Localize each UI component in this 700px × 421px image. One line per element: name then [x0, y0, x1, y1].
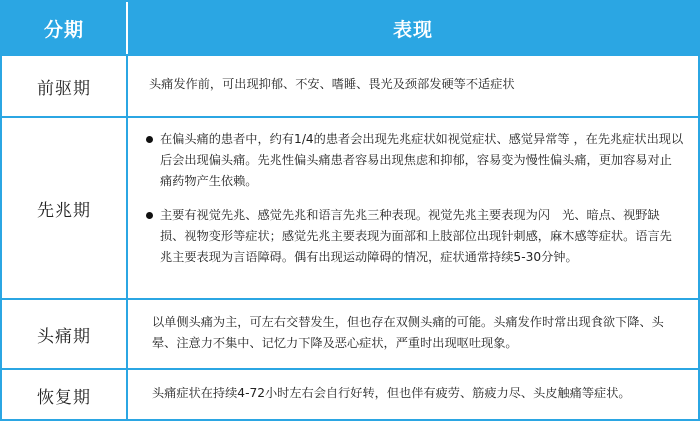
table-row-prodrome — [2, 54, 698, 116]
table-row-aura — [2, 116, 698, 298]
list-item — [146, 129, 684, 192]
phase-label: 恢复期 — [37, 388, 91, 408]
header-phase: 分期 — [43, 18, 84, 41]
list-item — [146, 205, 684, 268]
aura-bullet-list — [128, 118, 698, 268]
bullet-text: 主要有视觉先兆、感觉先兆和语言先兆三种表现。视觉先兆主要表现为闪 光、暗点、视野缺损、视物变形等症状；感觉先兆主要表现为面部和上肢部位出现针刺感，麻木感等症状。语言先兆主要表现为言语障碍。偶有出现运动障碍的情况，症状通常持续5-30分钟。 — [160, 208, 672, 264]
bullet-icon — [146, 212, 153, 219]
table-row-headache — [2, 298, 698, 368]
phase-description: 头痛症状在持续4-72小时左右会自行好转，但也伴有疲劳、筋疲力尽、头皮触痛等症状。 — [152, 386, 631, 400]
bullet-icon — [146, 136, 153, 143]
phase-description — [128, 118, 698, 298]
table-header — [2, 2, 698, 54]
phase-label: 前驱期 — [37, 78, 91, 99]
phase-description: 以单侧头痛为主，可左右交替发生，但也存在双侧头痛的可能。头痛发作时常出现食欲下降、头晕、注意力不集中、记忆力下降及恶心症状，严重时出现呕吐现象。 — [152, 315, 664, 350]
table-row-recovery — [2, 368, 698, 421]
phase-description: 头痛发作前，可出现抑郁、不安、嗜睡、畏光及颈部发硬等不适症状 — [149, 77, 515, 91]
header-description: 表现 — [392, 18, 433, 41]
phase-label: 头痛期 — [37, 326, 91, 347]
bullet-text: 在偏头痛的患者中，约有1/4的患者会出现先兆症状如视觉症状、感觉异常等 ，在先兆症状出现以后会出现偏头痛。先兆性偏头痛患者容易出现焦虑和抑郁，容易变为慢性偏头痛，更加容易对止痛药物产生依赖。 — [160, 132, 684, 188]
phase-label: 先兆期 — [37, 200, 91, 221]
